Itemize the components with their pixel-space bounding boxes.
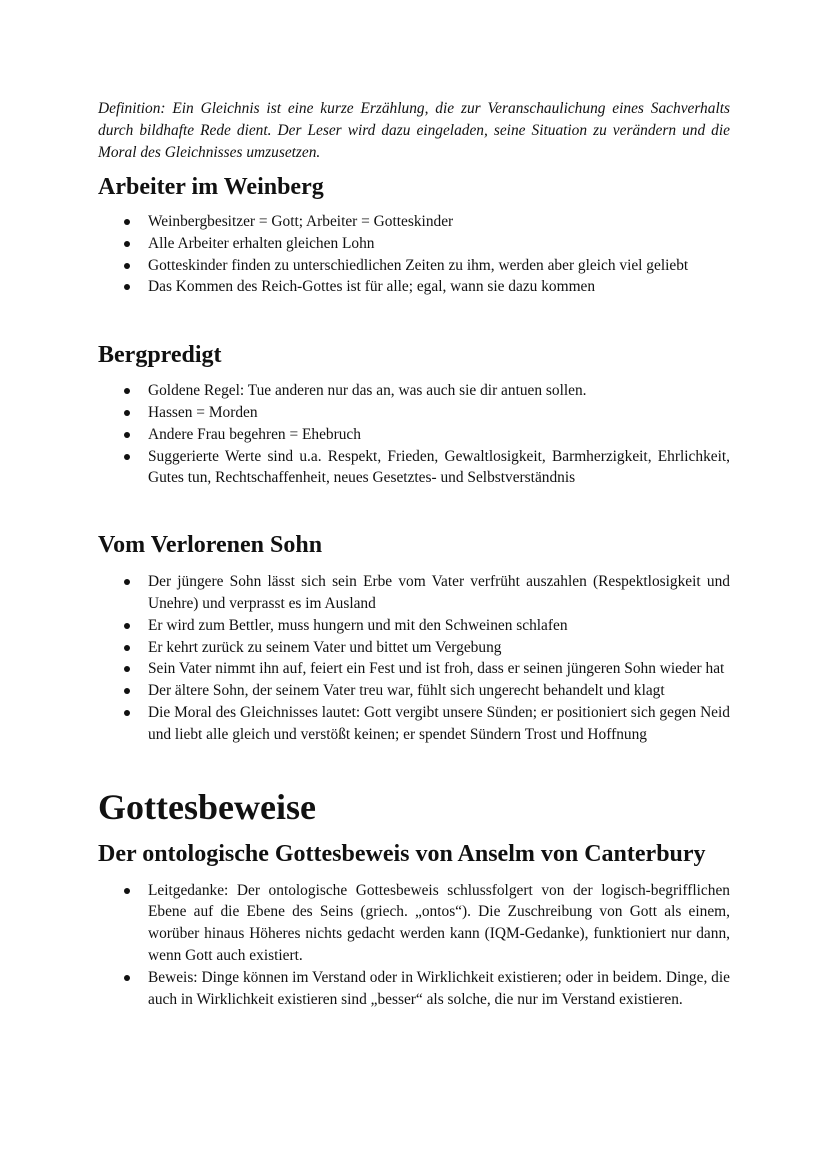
list-item: Der ältere Sohn, der seinem Vater treu war, fühlt sich ungerecht behandelt und klagt [98, 680, 730, 702]
list-item: Hassen = Morden [98, 402, 730, 424]
list-item: Der jüngere Sohn lässt sich sein Erbe vom Vater verfrüht auszahlen (Respektlosigkeit und Unehre) und verprasst es im Ausland [98, 571, 730, 615]
definition-paragraph: Definition: Ein Gleichnis ist eine kurze Erzählung, die zur Veranschaulichung eines Sachverhalts durch bildhafte Rede dient. Der Leser wird dazu eingeladen, seine Situation zu verändern und die Moral des Gleichnisses umzusetzen. [98, 100, 730, 161]
list-item: Er kehrt zurück zu seinem Vater und bittet um Vergebung [98, 637, 730, 659]
heading-arbeiter-im-weinberg: Arbeiter im Weinberg [98, 174, 324, 200]
heading-ontologischer-gottesbeweis: Der ontologische Gottesbeweis von Anselm von Canterbury [98, 840, 706, 867]
list-item: Sein Vater nimmt ihn auf, feiert ein Fest und ist froh, dass er seinen jüngeren Sohn wieder hat [98, 658, 730, 680]
list-item: Goldene Regel: Tue anderen nur das an, was auch sie dir antuen sollen. [98, 380, 730, 402]
list-bergpredigt [98, 380, 730, 489]
heading-bergpredigt: Bergpredigt [98, 342, 222, 369]
list-item: Das Kommen des Reich-Gottes ist für alle; egal, wann sie dazu kommen [98, 276, 730, 298]
list-ontologischer-gottesbeweis [98, 880, 730, 1011]
list-item: Die Moral des Gleichnisses lautet: Gott vergibt unsere Sünden; er positioniert sich gegen Neid und liebt alle gleich und verstößt keinen; er spendet Sündern Trost und Hoffnung [98, 702, 730, 746]
heading-vom-verlorenen-sohn: Vom Verlorenen Sohn [98, 532, 323, 559]
list-item: Er wird zum Bettler, muss hungern und mit den Schweinen schlafen [98, 615, 730, 637]
document-page [98, 98, 730, 1010]
list-vom-verlorenen-sohn [98, 571, 730, 745]
list-item: Suggerierte Werte sind u.a. Respekt, Frieden, Gewaltlosigkeit, Barmherzigkeit, Ehrlichkeit, Gutes tun, Rechtschaffenheit, neues Gesetztes- und Selbstverständnis [98, 446, 730, 490]
list-arbeiter-im-weinberg [98, 211, 730, 298]
list-item: Leitgedanke: Der ontologische Gottesbeweis schlussfolgert von der logisch-begrifflichen Ebene auf die Ebene des Seins (griech. „ontos“). Die Zuschreibung von Gott als einem, worüber hinaus Höheres nichts gedacht werden kann (IQM-Gedanke), funktioniert nur dann, wenn Gott auch existiert. [98, 880, 730, 967]
list-item: Andere Frau begehren = Ehebruch [98, 424, 730, 446]
list-item: Beweis: Dinge können im Verstand oder in Wirklichkeit existieren; oder in beidem. Dinge, die auch in Wirklichkeit existieren sind „besser“ als solche, die nur im Verstand existieren. [98, 967, 730, 1011]
list-item: Weinbergbesitzer = Gott; Arbeiter = Gotteskinder [98, 211, 730, 233]
heading-gottesbeweise: Gottesbeweise [98, 786, 316, 827]
list-item: Gotteskinder finden zu unterschiedlichen Zeiten zu ihm, werden aber gleich viel geliebt [98, 255, 730, 277]
list-item: Alle Arbeiter erhalten gleichen Lohn [98, 233, 730, 255]
